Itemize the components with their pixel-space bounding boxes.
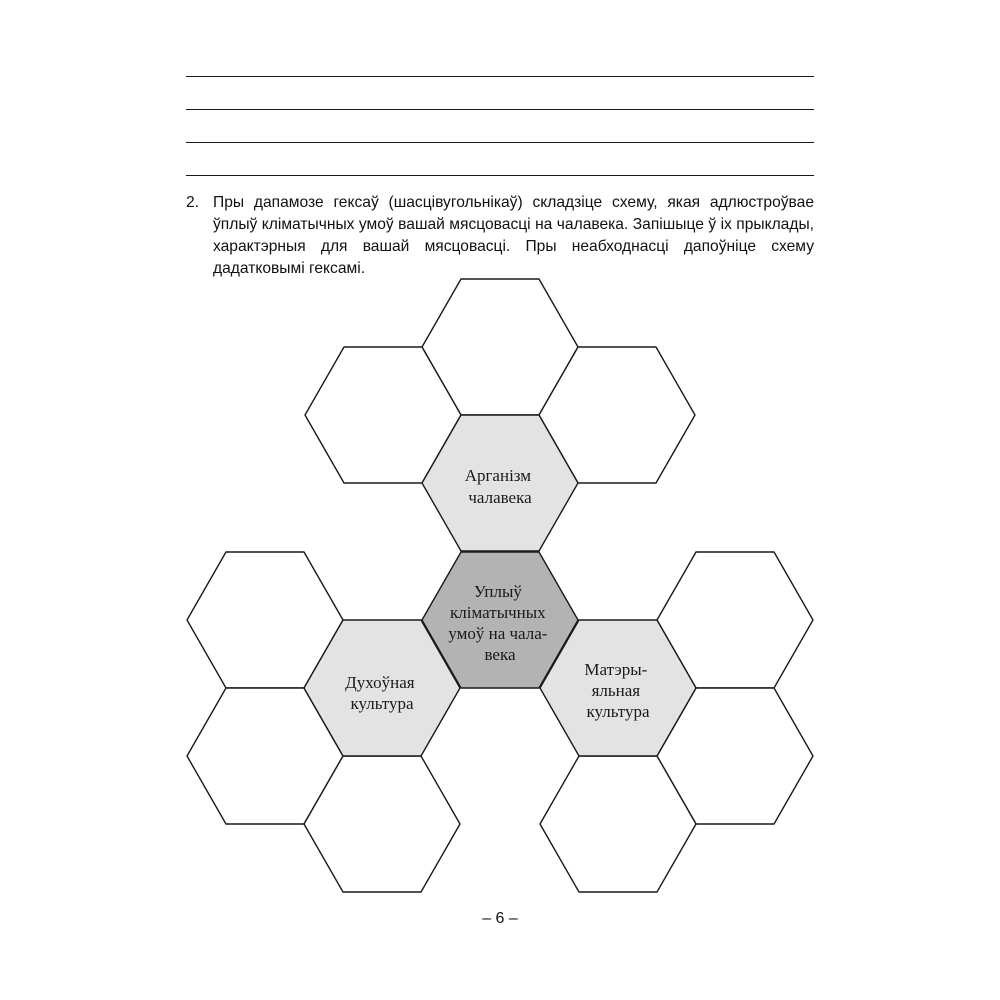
hex-spiritual-culture-label-line-1: Духоўная	[345, 673, 415, 692]
hex-material-culture-label-line-1: Матэры-	[584, 660, 648, 679]
hex-center-label-line-2: кліматычных	[450, 603, 546, 622]
hex-spiritual-culture-label-line-2: культура	[350, 694, 414, 713]
hex-center-label-line-3: умоў на чала-	[448, 624, 548, 643]
hex-center-label-line-1: Уплыў	[473, 582, 522, 601]
hex-organism-label-line-2: чалавека	[468, 488, 532, 507]
hex-material-culture-label	[584, 660, 651, 721]
page-number: – 6 –	[482, 910, 518, 927]
task-number: 2.	[186, 194, 200, 211]
hex-organism-label-line-1: Арганізм	[464, 466, 532, 485]
hex-material-culture-label-line-3: культура	[586, 702, 650, 721]
task-text: Пры дапамозе гексаў (шасцівугольнікаў) складзіце схему, якая адлюстроўвае ўплыў кліматычных умоў вашай мясцовасці на чалавека. Запішыце ў іх прыклады, характэрныя для вашай мясцовасці. Пры неабходнасці дапоўніце схему дадатковымі гексамі.	[213, 194, 814, 277]
hex-material-culture-label-line-2: яльная	[591, 681, 641, 700]
hex-center-label-line-4: века	[484, 645, 516, 664]
